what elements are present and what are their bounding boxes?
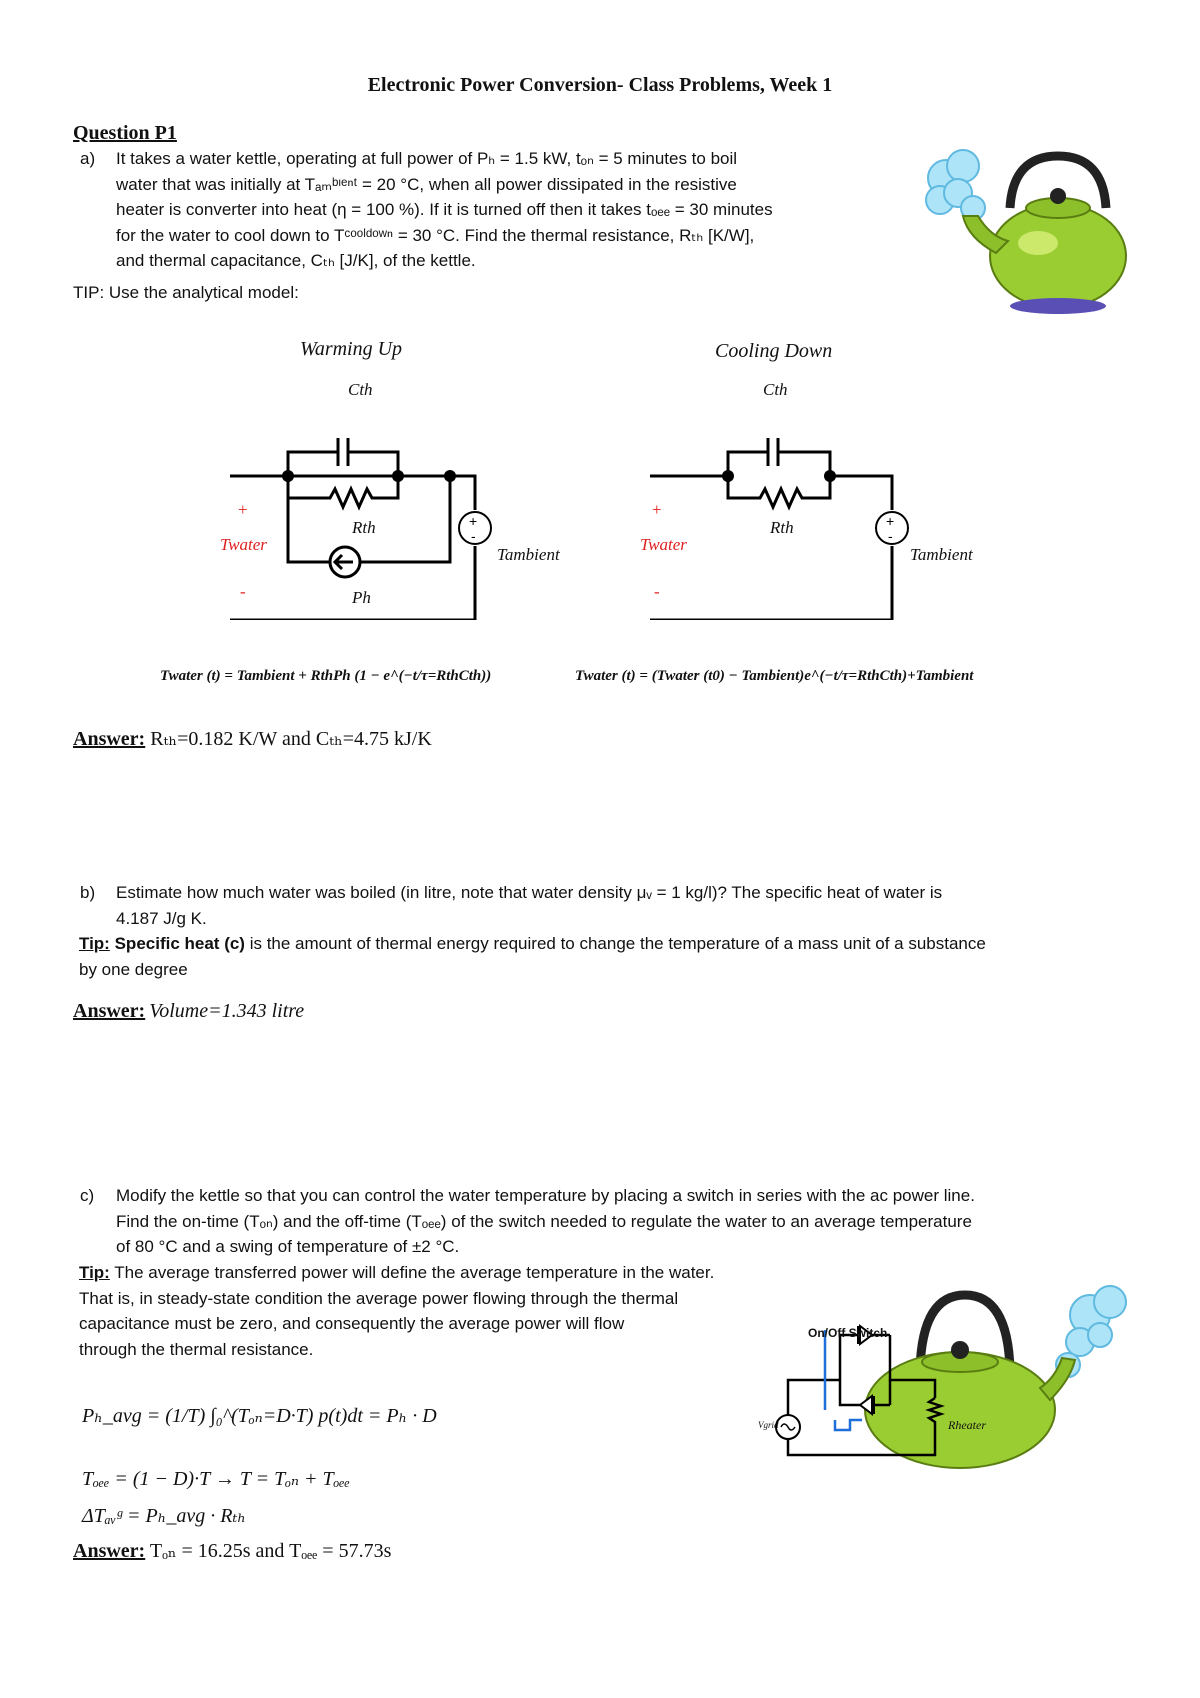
formula-ph-avg: Pₕ_avg = (1/T) ∫₀^(Tₒₙ=D·T) p(t)dt = Pₕ · D (82, 1405, 437, 1427)
part-a-letter: a) (80, 149, 96, 168)
part-c-tip-line: through the thermal resistance. (79, 1339, 314, 1359)
formula-delta-t: ΔTₐᵥᵍ = Pₕ_avg · Rₜₕ (82, 1505, 247, 1527)
right-plus: + (652, 500, 662, 519)
part-b-text (116, 880, 1136, 931)
left-twater-label: Twater (220, 535, 267, 554)
left-tambient-label: Tambient (497, 545, 560, 564)
part-c-tip (79, 1260, 844, 1362)
part-a-line: heater is converter into heat (η = 100 %). If it is turned off then it takes tₒₑₑ = 30 minutes (116, 200, 773, 219)
page-title: Electronic Power Conversion- Class Problems, Week 1 (367, 74, 833, 96)
part-c-tip-label: Tip: (79, 1263, 110, 1282)
part-a-tip: TIP: Use the analytical model: (73, 283, 299, 302)
right-cth-label: Cth (763, 380, 788, 399)
part-a-line: and thermal capacitance, Cₜₕ [J/K], of the kettle. (116, 251, 476, 270)
warming-up-circuit (230, 380, 530, 620)
answer-a (73, 726, 432, 751)
svg-text:+: + (469, 513, 478, 529)
part-b-tip-bold: Specific heat (c) (114, 934, 245, 953)
cooling-down-circuit (650, 380, 910, 620)
switch-label: On/Off Switch (808, 1326, 888, 1340)
svg-text:-: - (471, 528, 476, 544)
warming-up-caption: Warming Up (300, 338, 403, 360)
warming-equation: Twater (t) = Tambient + RthPh (1 − e^(−t/τ=RthCth)) (160, 668, 492, 684)
part-b-letter: b) (80, 883, 96, 902)
part-c-line: of 80 °C and a swing of temperature of ±2 °C. (116, 1237, 460, 1256)
part-b-tip-line2: by one degree (79, 959, 188, 979)
vgrid-label: Vgrid (758, 1420, 779, 1430)
part-b-line: 4.187 J/g K. (116, 908, 207, 928)
part-c-tip-line: That is, in steady-state condition the average power flowing through the thermal (79, 1288, 679, 1308)
part-a-line: It takes a water kettle, operating at full power of Pₕ = 1.5 kW, tₒₙ = 5 minutes to boil (116, 149, 738, 168)
formula-toff: Tₒₑₑ = (1 − D)·T → T = Tₒₙ + Tₒₑₑ (82, 1468, 350, 1490)
cooling-equation: Twater (t) = (Twater (t0) − Tambient)e^(−t/τ=RthCth)+Tambient (575, 668, 974, 684)
part-c-line: Modify the kettle so that you can control the water temperature by placing a switch in series with the ac power line. (116, 1186, 975, 1205)
part-a-line: for the water to cool down to Tᶜᵒᵒˡᵈᵒʷⁿ = 30 °C. Find the thermal resistance, Rₜₕ [K/W], (116, 225, 755, 245)
part-b-line: Estimate how much water was boiled (in litre, note that water density μᵥ = 1 kg/l)? The specific heat of water is (116, 883, 943, 902)
part-b-tip-label: Tip: (79, 934, 110, 953)
answer-b-value: Volume=1.343 litre (149, 1000, 305, 1022)
part-c-line: Find the on-time (Tₒₙ) and the off-time (Tₒₑₑ) of the switch needed to regulate the water to an average temperature (116, 1211, 972, 1231)
kettle-image (918, 138, 1148, 318)
svg-text:+: + (886, 513, 895, 529)
part-b-tip (79, 931, 1139, 982)
answer-c-label: Answer: (73, 1540, 146, 1562)
answer-c-value: Tₒₙ = 16.25s and Tₒₑₑ = 57.73s (145, 1540, 392, 1562)
rheater-label: Rheater (948, 1418, 986, 1432)
answer-a-label: Answer: (73, 728, 146, 750)
cooling-down-caption: Cooling Down (715, 340, 833, 362)
part-c-letter: c) (80, 1186, 95, 1205)
part-c-tip-line: The average transferred power will define the average temperature in the water. (109, 1263, 715, 1282)
left-plus: + (238, 500, 248, 519)
left-minus: - (240, 582, 246, 601)
part-a-text (116, 146, 896, 274)
left-cth-label: Cth (348, 380, 373, 399)
left-rth-label: Rth (352, 518, 376, 537)
part-b-tip-rest: is the amount of thermal energy required to change the temperature of a mass unit of a substance (244, 934, 986, 953)
right-twater-label: Twater (640, 535, 687, 554)
switch-kettle-image (750, 1260, 1160, 1470)
answer-b-label: Answer: (73, 1000, 146, 1022)
answer-b (73, 1000, 304, 1023)
answer-c (73, 1538, 391, 1563)
svg-text:-: - (888, 528, 893, 544)
answer-a-value: Rₜₕ=0.182 K/W and Cₜₕ=4.75 kJ/K (145, 728, 432, 750)
right-rth-label: Rth (770, 518, 794, 537)
question-heading: Question P1 (73, 122, 177, 144)
part-c-tip-line: capacitance must be zero, and consequently the average power will flow (79, 1314, 625, 1333)
right-minus: - (654, 582, 660, 601)
part-c-text (116, 1183, 1136, 1260)
right-tambient-label: Tambient (910, 545, 973, 564)
part-a-line: water that was initially at Tₐₘᵇᶦᵉⁿᵗ = 20 °C, when all power dissipated in the resistive (116, 174, 737, 194)
left-ph-label: Ph (352, 588, 371, 607)
